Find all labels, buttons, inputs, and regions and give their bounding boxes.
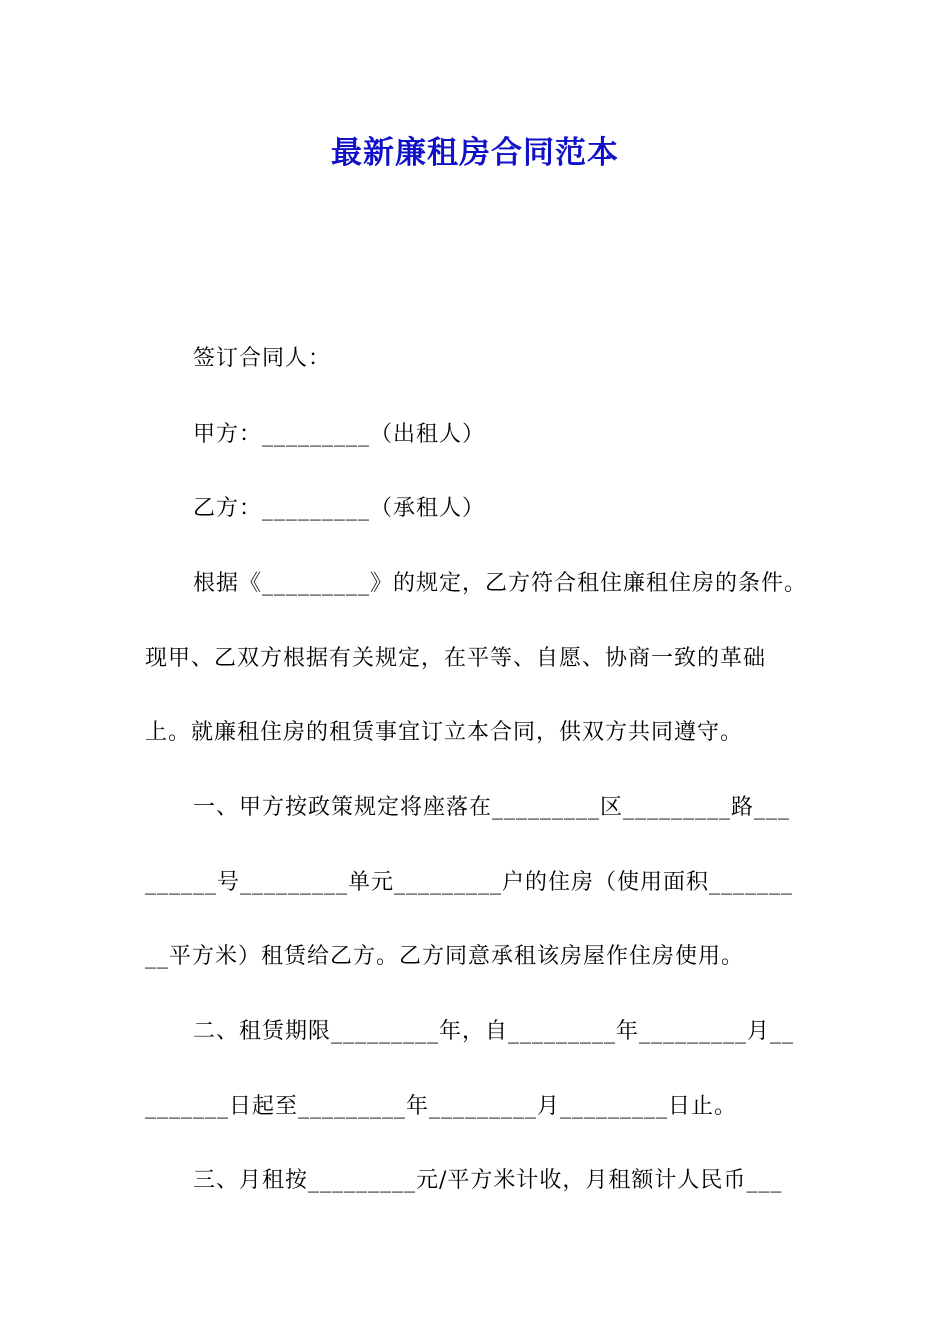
preamble-line-3: 上。就廉租住房的租赁事宜订立本合同，供双方共同遵守。 — [145, 720, 744, 745]
clause-1-line-2: ______号_________单元_________户的住房（使用面积_______ — [145, 870, 794, 895]
clause-3-line-1: 三、月租按_________元/平方米计收，月租额计人民币___ — [193, 1168, 783, 1193]
clause-1-line-3: __平方米）租赁给乙方。乙方同意承租该房屋作住房使用。 — [145, 944, 745, 969]
party-b-line: 乙方：_________（承租人） — [193, 496, 486, 521]
document-title: 最新廉租房合同范本 — [331, 135, 619, 171]
party-a-line: 甲方：_________（出租人） — [193, 422, 486, 447]
clause-1-line-1: 一、甲方按政策规定将座落在_________区_________路___ — [193, 795, 791, 820]
preamble-line-1: 根据《_________》的规定，乙方符合租住廉租住房的条件。 — [193, 571, 808, 596]
preamble-line-2: 现甲、乙双方根据有关规定，在平等、自愿、协商一致的革础 — [145, 646, 767, 671]
signatories-heading: 签订合同人： — [193, 346, 332, 371]
clause-2-line-1: 二、租赁期限_________年，自_________年_________月__ — [193, 1019, 795, 1044]
clause-2-line-2: _______日起至_________年_________月_________日止。 — [145, 1094, 738, 1119]
